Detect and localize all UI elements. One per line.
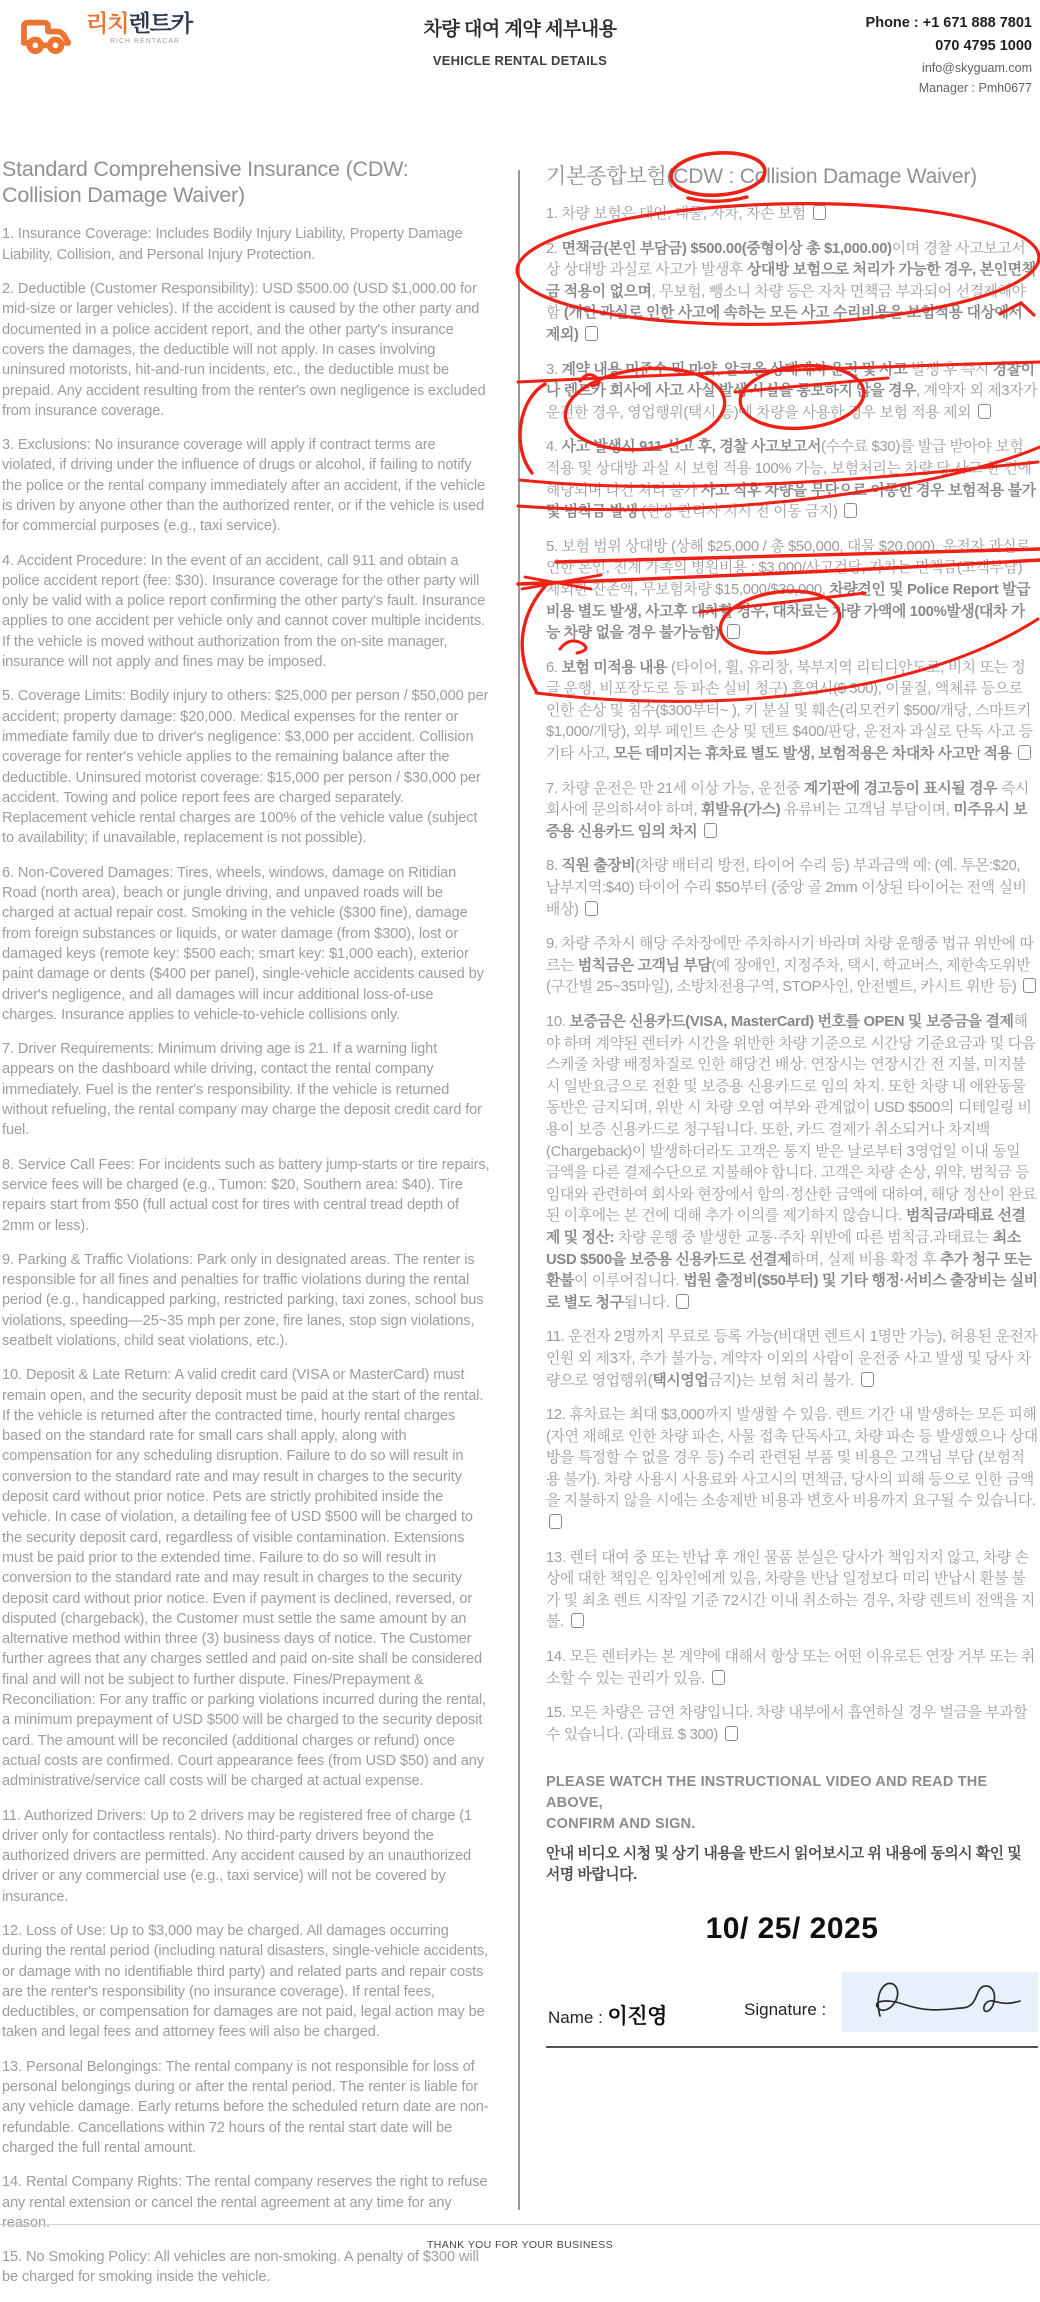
- renter-name: 이진영: [607, 2005, 667, 2029]
- clause-item-kr: 1. 차량 보험은 대인, 대물, 자차, 자손 보험: [546, 204, 1038, 226]
- clause-item-kr: 5. 보험 범위 상대방 (상해 $25,000 / 총 $50,000, 대물 $20,000), 운전자 과실로 인한 본인, 친계 가족의 병원비용 : $3,000/사고건당, 자차는 면책금(고객부담) 제외한 잔존액, 무보험차량 $15,000/$30,000, 차량견인 및 Police Report 발급 비용 별도 발생, 사고후 대차할 경우, 대차료는 차량 가액에 100%발생(대차 가능 차량 없을 경우 불가능함): [546, 538, 1031, 642]
- signature-scribble: [842, 1972, 1038, 2032]
- notice-en-line2: CONFIRM AND SIGN.: [546, 1816, 696, 1833]
- clause-item-en: 10. Deposit & Late Return: A valid credit card (VISA or MasterCard) must remain open, and the security deposit must be paid at the start of the rental. If the vehicle is returned after the contracted time, hourly rental charges based on the standard rate for small cars shall apply, along with compensation for any scheduling disruption. Failure to do so will result in conversion to the standard rate and may result in charges to the security deposit card without prior notice. Pets are strictly prohibited inside the vehicle. In case of violation, a detailing fee of USD $500 will be charged to the security deposit card, regardless of visible contamination. Extensions must be paid prior to the extended time. Failure to do so will result in conversion to the standard rate and may result in charges to the security deposit card without prior notice. Even if payment is declined, reversed, or disputed (chargeback), the Customer must settle the same amount by an alternative method within three (3) business days of notice. The Customer further agrees that any charges settled and paid on-site shall be considered final and will not be subject to further dispute. Fines/Prepayment & Reconciliation: For any traffic or parking violations incurred during the rental, a minimum prepayment of USD $500 will be charged to the security deposit card. The amount will be reconciled (additional charges or refund) once actual costs are confirmed. Court appearance fees (from USD $50) and any administrative/service call costs will be charged at actual expense.: [2, 1367, 487, 1790]
- logo-subtitle: RICH RENTACAR: [110, 38, 181, 45]
- clause-item-en: 13. Personal Belongings: The rental company is not responsible for loss of personal belongings during or after the rental period. The renter is liable for any vehicle damage. Early returns before the scheduled return date are non-refundable. Cancellations within 72 hours of the rental start date will be charged the full rental amount.: [2, 2058, 489, 2156]
- clause-item-kr: 15. 모든 차량은 금연 차량입니다. 차량 내부에서 흡연하실 경우 벌금을 부과할 수 있습니다. (과태료 $ 300): [546, 1705, 1028, 1743]
- document-title-en: VEHICLE RENTAL DETAILS: [432, 53, 608, 68]
- clause-item-kr: 10. 보증금은 신용카드(VISA, MasterCard) 번호를 OPEN 및 보증금을 결제해야 하며 계약된 렌터카 시간을 위반한 차량 기준으로 시간당 기준요금과 및 다음 스케줄 차량 배정차질로 인한 해당건 배상. 연장시는 연장시간 전 지불, 미지불 시 일반요금으로 전환 및 보증용 신용카드로 임의 차지. 또한 차량 내 애완동물 동반은 금지되며, 위반 시 차량 오염 여부와 관계없이 USD $500의 디테일링 비용이 보증 신용카드로 청구됩니다. 또한, 카드 결제가 취소되거나 차지백(Chargeback)이 발생하더라도 고객은 통지 받은 날로부터 3영업일 이내 동일 금액을 다른 결제수단으로 지불해야 합니다. 고객은 차량 손상, 위약, 범칙금 등 임대와 관련하여 회사와 현장에서 합의·정산한 금액에 대하여, 해당 정산이 완료된 이후에는 본 건에 대해 추가 이의를 제기하지 않습니다. 범칙금/과태료 선결제 및 정산: 차량 운행 중 발생한 교통·주차 위반에 따른 범칙금.과태료는 최소 USD $500을 보증용 신용카드로 선결제하며, 실제 비용 확정 후 추가 청구 또는 환불이 이루어집니다. 법원 출정비($50부터) 및 기타 행정·서비스 출장비는 실비로 별도 청구됩니다.: [546, 1014, 1038, 1311]
- signature-row: [546, 1980, 1038, 2042]
- clause-item-en: 1. Insurance Coverage: Includes Bodily Injury Liability, Property Damage Liability, Collision, and Personal Injury Protection.: [2, 226, 463, 263]
- contact-block: [866, 12, 1032, 98]
- clause-item-kr: 9. 차량 주차시 해당 주차장에만 주차하시기 바라며 차량 운행중 법규 위반에 따르는 범칙금은 고객님 부담(예 장애인, 지정주차, 택시, 학교버스, 제한속도위반 (구간별 25~35마일), 소방차전용구역, STOP사인, 안전벨트, 카시트 위반 등): [546, 934, 1038, 999]
- name-label: Name : 이진영: [548, 2005, 667, 2029]
- checkbox-icon[interactable]: [1023, 978, 1036, 993]
- confirmation-notice: [546, 1772, 1038, 1884]
- clause-item-kr: 14. 모든 렌터카는 본 계약에 대해서 항상 또는 어떤 이유로든 연장 거부 또는 취소할 수 있는 권리가 있음.: [546, 1649, 1036, 1687]
- clause-item-kr: 13. 렌터 대여 중 또는 반납 후 개인 물품 분실은 당사가 책임지지 않고, 차량 손상에 대한 책임은 임차인에게 있음, 차량을 반납 일정보다 미리 반납시 환불 불가 및 최초 렌트 시작일 기준 72시간 이내 취소하는 경우, 차량 렌트비 전액을 지불.: [546, 1549, 1036, 1631]
- document-title-kr: 차량 대여 계약 세부내용: [423, 19, 617, 40]
- checkbox-icon[interactable]: [585, 326, 598, 341]
- checkbox-icon[interactable]: [1018, 745, 1031, 760]
- checkbox-icon[interactable]: [844, 503, 857, 518]
- phone-primary: Phone : +1 671 888 7801: [865, 15, 1032, 31]
- clause-item-kr: 7. 차량 운전은 만 21세 이상 가능, 운전중 계기판에 경고등이 표시될 경우 즉시 회사에 문의하셔야 하며, 휘발유(가스) 유류비는 고객님 부담이며, 미주유시 보증용 신용카드 임의 차지: [546, 780, 1029, 840]
- checkbox-icon[interactable]: [571, 1613, 584, 1628]
- english-clauses: [2, 224, 491, 2287]
- korean-terms-column: [546, 160, 1038, 2048]
- checkbox-icon[interactable]: [712, 1670, 725, 1685]
- clause-item-en: 6. Non-Covered Damages: Tires, wheels, windows, damage on Ritidian Road (north area), beach or jungle driving, and unpaved roads will be charged at actual repair cost. Smoking in the vehicle ($300 fine), damage from foreign substances or liquids, or water damage (from $300), lost or damaged keys (remote key: $500 each; smart key: $1,000 each), exterior paint damage or dents ($400 per panel), single-vehicle accidents caused by driver's negligence, and all damages will incur additional loss-of-use charges. Insurance applies to vehicle-to-vehicle collisions only.: [2, 864, 484, 1023]
- clause-item-en: 9. Parking & Traffic Violations: Park only in designated areas. The renter is responsible for all fines and penalties for traffic violations during the rental period (e.g., handicapped parking, restricted parking, taxi zones, school bus violations, speeding—25~35 mph per zone, fire lanes, stop sign violations, seatbelt violations, child seat violations, etc.).: [2, 1251, 484, 1349]
- clause-item-kr: 3. 계약 내용 미준수 및 마약, 알코올 상태에서 운전 및 사고 발생 후 즉시 경찰이나 렌트카 회사에 사고 사실 발생 사실을 통보하지 않을 경우, 계약자 외 제3자가 운전한 경우, 영업행위(택시 등)에 차량을 사용한 경우 보험 적용 제외: [546, 361, 1038, 421]
- logo-rich: 리치: [86, 10, 129, 36]
- truck-icon: [14, 10, 92, 58]
- checkbox-icon[interactable]: [727, 624, 740, 639]
- clause-item-en: 12. Loss of Use: Up to $3,000 may be charged. All damages occurring during the rental period (including natural disasters, single-vehicle accidents, or damage with no identifiable third party) and related parts and repair costs are the renter's responsibility (no insurance coverage). If rental fees, deductibles, or compensation for damages are not paid, legal action may be taken and legal fees and attorney fees will also be charged.: [2, 1923, 489, 2041]
- clause-item-en: 2. Deductible (Customer Responsibility): USD $500.00 (USD $1,000.00 for mid-size or larger vehicles). If the accident is caused by the other party and documented in a police accident report, and the other party's insurance covers the damages, the deductible will not apply. In cases involving uninsured motorists, hit-and-run incidents, etc., the deductible must be prepaid. Any accident resulting from the renter's own negligence is excluded from insurance coverage.: [2, 281, 486, 419]
- checkbox-icon[interactable]: [585, 901, 598, 916]
- clause-item-kr: 4. 사고 발생시 911 신고 후, 경찰 사고보고서(수수료 $30)를 발급 받아야 보험 적용 및 상대방 과실 시 보험 적용 100% 가능, 보험처리는 차량 당 사고 한 건에 해당되며 다건 처리 불가 사고 직후 차량을 무단으로 이동한 경우 보험적용 불가 및 범칙금 발생 (현장 관리자 지시 전 이동 금지): [546, 439, 1036, 521]
- logo-rent: 렌트카: [128, 10, 193, 36]
- signature-underline: [546, 2046, 1038, 2048]
- clause-item-en: 7. Driver Requirements: Minimum driving age is 21. If a warning light appears on the dashboard while driving, contact the rental company immediately. Fuel is the renter's responsibility. If the vehicle is returned without refueling, the rental company may charge the deposit credit card for fuel.: [2, 1041, 482, 1139]
- checkbox-icon[interactable]: [704, 823, 717, 838]
- notice-kr: 안내 비디오 시청 및 상기 내용을 반드시 읽어보시고 위 내용에 동의시 확인 및 서명 바랍니다.: [546, 1846, 1022, 1884]
- signature-label: Signature :: [744, 2000, 827, 2020]
- column-divider: [518, 170, 520, 2210]
- logo-text: [86, 12, 192, 45]
- clause-item-en: 14. Rental Company Rights: The rental company reserves the right to refuse any rental extension or cancel the rental agreement at any time for any reason.: [2, 2174, 488, 2231]
- clause-item-en: 11. Authorized Drivers: Up to 2 drivers may be registered free of charge (1 driver only for contactless rentals). No third-party drivers beyond the authorized drivers are permitted. Any accident caused by an unauthorized driver or any commercial use (e.g., taxi service) will not be covered by insurance.: [2, 1807, 472, 1905]
- korean-clauses: [546, 204, 1038, 1746]
- agreement-date: 10/ 25/ 2025: [705, 1912, 879, 1946]
- contact-email: info@skyguam.com: [922, 61, 1032, 76]
- notice-en-line1: PLEASE WATCH THE INSTRUCTIONAL VIDEO AND READ THE ABOVE,: [546, 1774, 988, 1812]
- phone-secondary: 070 4795 1000: [935, 38, 1032, 55]
- clause-item-kr: 11. 운전자 2명까지 무료로 등록 가능(비대면 렌트시 1명만 가능), 허용된 운전자 인원 외 제3자, 추가 불가능, 계약자 이외의 사람이 운전중 사고 발생 및 당사 차량으로 영업행위(택시영업금지)는 보험 처리 불가.: [546, 1329, 1038, 1389]
- clause-item-en: 8. Service Call Fees: For incidents such as battery jump-starts or tire repairs, service fees will be charged (e.g., Tumon: $20, Southern area: $40). Tire repairs start from $50 (full actual cost for tires with central tread depth of 2mm or less).: [2, 1156, 490, 1234]
- clause-item-kr: 8. 직원 출장비(차량 배터리 방전, 타이어 수리 등) 부과금액 예: (예. 투몬:$20, 남부지역:$40) 타이어 수리 $50부터 (중앙 골 2mm 이상된 타이어는 전액 실비 배상): [546, 858, 1027, 918]
- checkbox-icon[interactable]: [861, 1372, 874, 1387]
- checkbox-icon[interactable]: [676, 1294, 689, 1309]
- english-terms-column: [2, 156, 491, 2302]
- clause-item-kr: 12. 휴차료는 최대 $3,000까지 발생할 수 있음. 렌트 기간 내 발생하는 모든 피해 (자연 재해로 인한 차량 파손, 사물 접촉 단독사고, 차량 파손 등 발생했으나 상대방을 특정할 수 없을 경우 등) 수리 관련된 부품 및 비용은 고객님 부담 (보험적용 불가). 차량 사용시 사용료와 사고시의 면책금, 당사의 피해 등으로 인한 금액을 지불하지 않을 시에는 소송제반 비용과 변호사 비용까지 요구될 수 있습니다.: [546, 1405, 1038, 1535]
- left-section-heading: Standard Comprehensive Insurance (CDW: Collision Damage Waiver): [2, 157, 409, 208]
- clause-item-en: 15. No Smoking Policy: All vehicles are non-smoking. A penalty of $300 will be charged for smoking inside the vehicle.: [2, 2249, 479, 2286]
- footer-divider: [0, 2224, 1040, 2225]
- clause-item-en: 3. Exclusions: No insurance coverage will apply if contract terms are violated, if driving under the influence of drugs or alcohol, if failing to notify the police or the rental company immediately after an accident, if the vehicle is driven by anyone other than the authorized renter, or if the vehicle is used for commercial purposes (e.g., taxi service).: [2, 437, 485, 535]
- company-logo: [14, 10, 192, 58]
- checkbox-icon[interactable]: [813, 205, 826, 220]
- checkbox-icon[interactable]: [725, 1726, 738, 1741]
- checkbox-icon[interactable]: [549, 1514, 562, 1529]
- page-header: [0, 0, 1040, 160]
- clause-item-en: 4. Accident Procedure: In the event of an accident, call 911 and obtain a police accident report (fee: $30). Insurance coverage for the other party will only be valid with a police report confirming the other party's fault. Insurance applies to one accident per vehicle only and cannot cover multiple incidents. If the vehicle is moved without authorization from the on-site manager, insurance will not apply and fines may be imposed.: [2, 552, 486, 671]
- signature-box[interactable]: [842, 1972, 1038, 2032]
- clause-item-en: 5. Coverage Limits: Bodily injury to others: $25,000 per person / $50,000 per accident; property damage: $20,000. Medical expenses for the renter or immediate family due to driver's negligence: $3,000 per accident. Collision coverage for renter's vehicle applies to the remaining balance after the deductible. Uninsured motorist coverage: $15,000 per person / $30,000 per accident. Towing and police report fees are charged separately. Replacement vehicle rental charges are 100% of the vehicle value (subject to availability; if unavailable, replacement is not possible).: [2, 688, 489, 847]
- clause-item-kr: 2. 면책금(본인 부담금) $500.00(중형이상 총 $1,000.00)이며 경찰 사고보고서 상 상대방 과실로 사고가 발생후 상대방 보험으로 처리가 가능한 경우, 본인면책금 적용이 없으며, 무보험, 뺑소니 차량 등은 자차 면책금 부과되어 선결제해야 함 (개인 과실로 인한 사고에 속하는 모든 사고 수리비용은 보험적용 대상에서 제외): [546, 240, 1036, 343]
- checkbox-icon[interactable]: [978, 404, 991, 419]
- clause-item-kr: 6. 보험 미적용 내용 (타이어, 휠, 유리창, 북부지역 리티디안도로, 비치 또는 정글 운행, 비포장도로 등 파손 실비 청구) 흡연시($ 300), 이물질, 액체류 등으로 인한 손상 및 침수($300부터~ ), 키 분실 및 훼손(리모컨키 $500/개당, 스마트키 $1,000/개당), 외부 페인트 손상 및 덴트 $400/판당, 운전자 과실로 단독 사고 등 기타 사고, 모든 데미지는 휴차료 별도 발생, 보험적용은 차대차 사고만 적용: [546, 659, 1033, 763]
- contact-manager: Manager : Pmh0677: [918, 81, 1032, 96]
- right-section-heading: 기본종합보험(CDW : Collision Damage Waiver): [546, 165, 977, 188]
- footer-message: THANK YOU FOR YOUR BUSINESS: [426, 2239, 614, 2251]
